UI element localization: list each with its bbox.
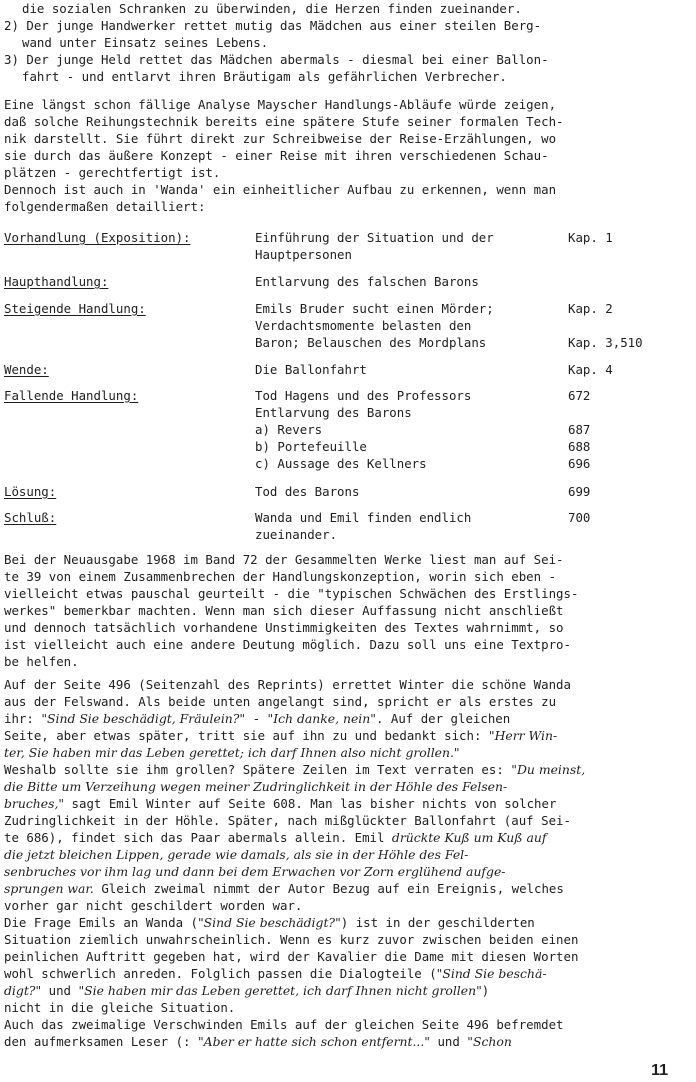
structure-label: Fallende Handlung: [4, 388, 139, 403]
text-line: vorher gar nicht geschildert worden war. [4, 898, 303, 913]
text-line [4, 778, 507, 795]
structure-desc: Tod Hagens und des Professors [255, 388, 472, 403]
structure-page: 699 [568, 484, 591, 499]
quote: "Herr Win- [488, 728, 558, 743]
structure-desc: Verdachtsmomente belasten den [255, 318, 472, 333]
text-line [4, 863, 505, 880]
text-line: folgendermaßen detailliert: [4, 199, 206, 214]
structure-page: 700 [568, 510, 591, 525]
structure-label: Haupthandlung: [4, 274, 109, 289]
quote: "Sie haben mir das Leben gerettet, ich darf Ihnen nicht grollen" [78, 983, 482, 998]
text-line: werkes" bemerkbar machten. Wenn man sich dieser Auffassung nicht anschließt [4, 603, 564, 618]
structure-page: Kap. 2 [568, 301, 613, 316]
quote: "Sind Sie beschä- [436, 966, 547, 981]
text-line: ist vielleicht auch eine andere Deutung möglich. Dazu soll uns eine Textpro- [4, 637, 571, 652]
text-line: sie durch das äußere Konzept - einer Reise mit ihren verschiedenen Schau- [4, 148, 549, 163]
structure-page: Kap. 3,510 [568, 335, 643, 350]
structure-desc: a) Revers [255, 422, 323, 437]
text-line: Auf der Seite 496 (Seitenzahl des Reprints) errettet Winter die schöne Wanda [4, 677, 571, 692]
structure-page: 696 [568, 456, 591, 471]
text-line: aus der Felswand. Als beide unten angelangt sind, spricht er als erstes zu [4, 694, 557, 709]
quote: senbruches vor ihm lag und dann bei dem Erwachen vor Zorn erglühend aufge- [4, 864, 506, 879]
structure-label: Lösung: [4, 484, 57, 499]
list-line: 2) Der junge Handwerker rettet mutig das Mädchen aus einer steilen Berg- [4, 18, 542, 33]
text-line [4, 744, 460, 761]
list-line: 3) Der junge Held rettet das Mädchen abermals - diesmal bei einer Ballon- [4, 52, 549, 67]
text-line: nicht in die gleiche Situation. [4, 1000, 236, 1015]
structure-page: 688 [568, 439, 591, 454]
text-line: Seite, aber etwas später, tritt sie auf ihn zu und bedankt sich: "Herr Win- [4, 728, 558, 743]
structure-desc: Die Ballonfahrt [255, 362, 367, 377]
quote: "Ich danke, nein" [267, 711, 376, 726]
list-line: die sozialen Schranken zu überwinden, die Herzen finden zueinander. [22, 1, 522, 16]
quote: "Du meinst, [511, 762, 586, 777]
structure-page: Kap. 4 [568, 362, 613, 377]
quote: sprungen war. [4, 881, 94, 896]
text-line: nik darstellt. Sie führt direkt zur Schreibweise der Reise-Erzählungen, wo [4, 131, 557, 146]
list-line: wand unter Einsatz seines Lebens. [22, 35, 269, 50]
structure-desc: Einführung der Situation und der [255, 230, 494, 245]
text-line: den aufmerksamen Leser (: "Aber er hatte sich schon entfernt..." und "Schon [4, 1034, 512, 1049]
structure-desc: Entlarvung des falschen Barons [255, 274, 479, 289]
text-line: ihr: "Sind Sie beschädigt, Fräulein?" - "Ich danke, nein". Auf der gleichen [4, 711, 511, 726]
text-line [4, 846, 468, 863]
text-line: Eine längst schon fällige Analyse Mayscher Handlungs-Abläufe würde zeigen, [4, 97, 557, 112]
structure-label: Schluß: [4, 510, 57, 525]
text-line: Situation ziemlich unwahrscheinlich. Wenn es kurz zuvor zwischen beiden einen [4, 932, 579, 947]
quote: digt?" [4, 983, 42, 998]
text-line: vielleicht etwas pauschal geurteilt - die "typischen Schwächen des Erstlings- [4, 586, 579, 601]
structure-desc: c) Aussage des Kellners [255, 456, 427, 471]
text-line: wohl schwerlich anreden. Folglich passen die Dialogteile ("Sind Sie beschä- [4, 966, 547, 981]
quote: "Aber er hatte sich schon entfernt..." [197, 1034, 430, 1049]
text-line: Bei der Neuausgabe 1968 im Band 72 der Gesammelten Werke liest man auf Sei- [4, 552, 564, 567]
quote: ter, Sie haben mir das Leben gerettet; ich darf Ihnen also nicht grollen." [4, 745, 460, 760]
text-line: peinlichen Auftritt gegeben hat, wird der Kavalier die Dame mit diesen Worten [4, 949, 579, 964]
structure-desc: Hauptpersonen [255, 247, 352, 262]
structure-label: Wende: [4, 362, 49, 377]
text-line: bruches," sagt Emil Winter auf Seite 608. Man las bisher nichts von solcher [4, 796, 557, 811]
structure-page: 687 [568, 422, 591, 437]
structure-desc: Entlarvung des Barons [255, 405, 412, 420]
text-line: und dennoch tatsächlich vorhandene Unstimmigkeiten des Textes wahrnimmt, so [4, 620, 564, 635]
quote: bruches," [4, 796, 65, 811]
structure-desc: Wanda und Emil finden endlich [255, 510, 472, 525]
text-line: Auch das zweimalige Verschwinden Emils auf der gleichen Seite 496 befremdet [4, 1017, 564, 1032]
structure-desc: Baron; Belauschen des Mordplans [255, 335, 487, 350]
structure-desc: zueinander. [255, 527, 338, 542]
structure-desc: Tod des Barons [255, 484, 360, 499]
list-line: fahrt - und entlarvt ihren Bräutigam als gefährlichen Verbrecher. [22, 69, 507, 84]
text-line: be helfen. [4, 654, 79, 669]
page-number: 11 [651, 1062, 668, 1079]
text-line: sprungen war. Gleich zweimal nimmt der Autor Bezug auf ein Ereignis, welches [4, 881, 564, 896]
text-line: Dennoch ist auch in 'Wanda' ein einheitlicher Aufbau zu erkennen, wenn man [4, 182, 557, 197]
structure-desc: b) Portefeuille [255, 439, 367, 454]
structure-page: Kap. 1 [568, 230, 613, 245]
quote: drückte Kuß um Kuß auf [391, 830, 547, 845]
text-line: te 39 von einem Zusammenbrechen der Handlungskonzeption, worin sich eben - [4, 569, 557, 584]
text-line: Weshalb sollte sie ihm grollen? Spätere Zeilen im Text verraten es: "Du meinst, [4, 762, 586, 777]
text-line: te 686), findet sich das Paar abermals allein. Emil drückte Kuß um Kuß auf [4, 830, 547, 845]
text-line: Die Frage Emils an Wanda ("Sind Sie beschädigt?") ist in der geschilderten [4, 915, 535, 930]
structure-label: Steigende Handlung: [4, 301, 146, 316]
text-line: digt?" und "Sie haben mir das Leben gerettet, ich darf Ihnen nicht grollen") [4, 983, 490, 998]
structure-desc: Emils Bruder sucht einen Mörder; [255, 301, 494, 316]
text-line: Zudringlichkeit in der Höhle. Später, nach mißglückter Ballonfahrt (auf Sei- [4, 813, 571, 828]
quote: "Sind Sie beschädigt?" [197, 915, 341, 930]
text-line: plätzen - gerechtfertigt ist. [4, 165, 221, 180]
text-line: daß solche Reihungstechnik bereits eine spätere Stufe seiner formalen Tech- [4, 114, 564, 129]
quote: "Sind Sie beschädigt, Fräulein?" [41, 711, 246, 726]
structure-page: 672 [568, 388, 591, 403]
quote: die Bitte um Verzeihung wegen meiner Zudringlichkeit in der Höhle des Felsen- [4, 779, 508, 794]
structure-label: Vorhandlung (Exposition): [4, 230, 191, 245]
quote: die jetzt bleichen Lippen, gerade wie damals, als sie in der Höhle des Fel- [4, 847, 469, 862]
quote: "Schon [467, 1034, 512, 1049]
